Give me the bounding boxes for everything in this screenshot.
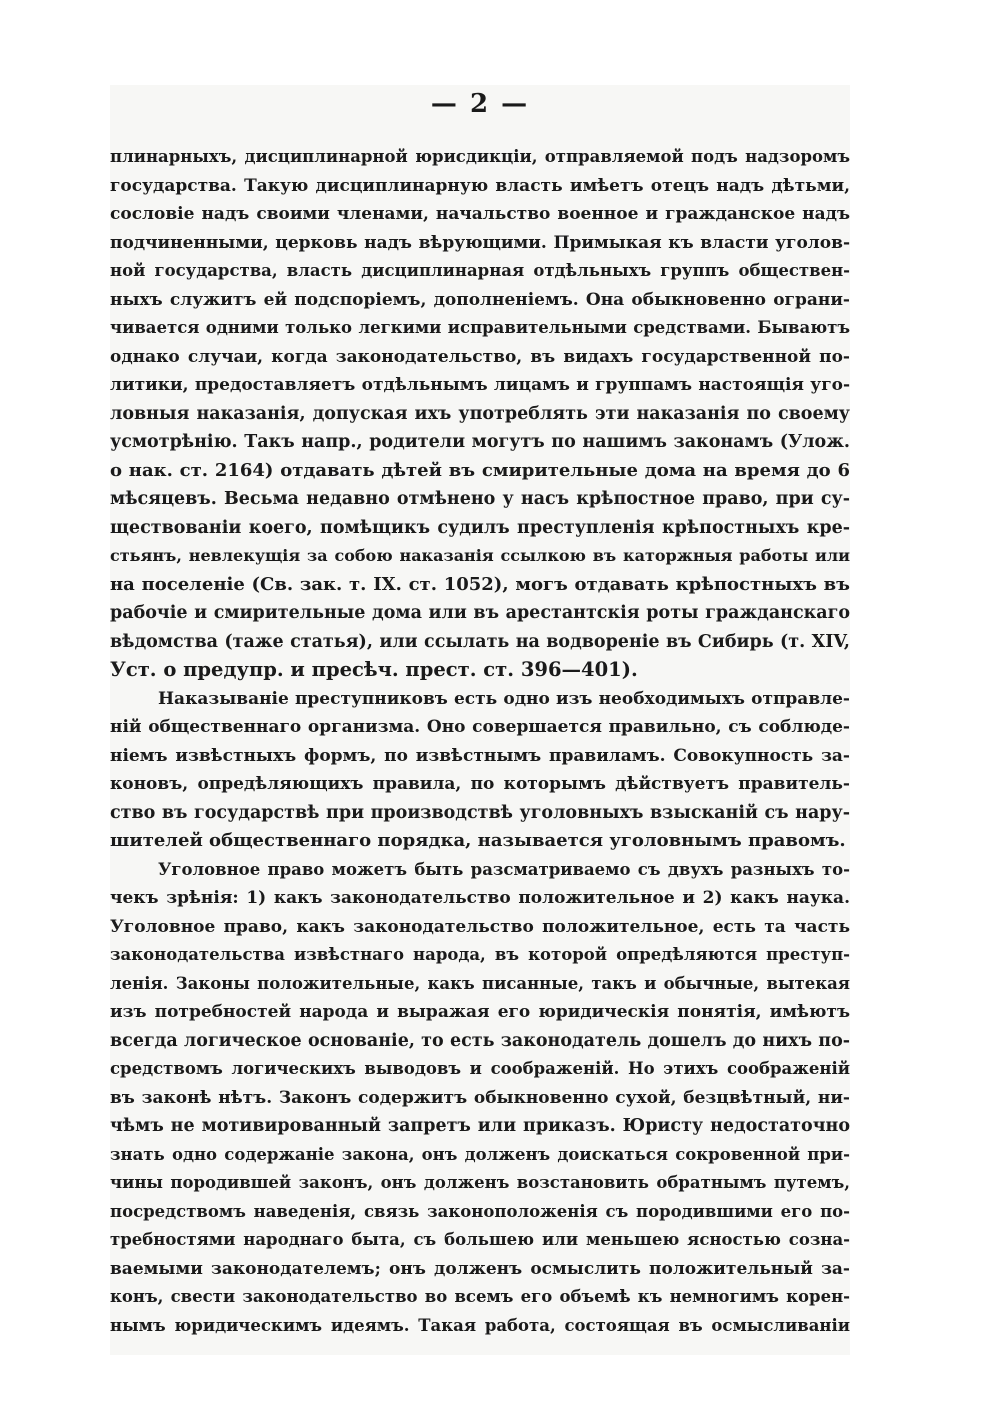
text-line: литики, предоставляетъ отдѣльнымъ лицамъ и группамъ настоящія уго- [110,375,850,395]
text-line: ніемъ извѣстныхъ формъ, по извѣстнымъ правиламъ. Совокупность за- [110,745,850,766]
page-number: — 2 — [430,89,530,119]
text-line: требностями народнаго быта, съ большею или меньшею ясностью созна- [110,1230,850,1249]
text-line: чивается одними только легкими исправительными средствами. Бываютъ [110,318,850,337]
text-line: посредствомъ наведенія, связь законоположенія съ породившими его по- [110,1201,850,1221]
text-line: подчиненными, церковь надъ вѣрующими. Примыкая къ власти уголов- [110,232,850,253]
text-line: на поселеніе (Св. зак. т. IX. ст. 1052), могъ отдавать крѣпостныхъ въ [110,573,850,595]
text-line: шителей общественнаго порядка, называется уголовнымъ правомъ. [110,830,846,851]
text-line: мѣсяцевъ. Весьма недавно отмѣнено у насъ крѣпостное право, при су- [110,489,850,509]
text-line: Уголовное право можетъ быть разсматриваемо съ двухъ разныхъ то- [158,859,850,879]
text-line: ной государства, власть дисциплинарная отдѣльныхъ группъ обществен- [110,261,850,280]
text-line: плинарныхъ, дисциплинарной юрисдикціи, отправляемой подъ надзоромъ [110,147,850,166]
text-line: ныхъ служитъ ей подспоріемъ, дополненіемъ. Она обыкновенно ограни- [110,289,850,310]
text-line: Наказываніе преступниковъ есть одно изъ необходимыхъ отправле- [158,688,850,709]
text-line: знать одно содержаніе закона, онъ долженъ доискаться сокровенной при- [110,1144,850,1164]
text-line: ній общественнаго организма. Оно совершается правильно, съ соблюде- [110,717,850,737]
text-line: ществованіи коего, помѣщикъ судилъ преступленія крѣпостныхъ кре- [110,517,850,538]
text-line: ловныя наказанія, допуская ихъ употреблять эти наказанія по своему [110,403,850,424]
text-line: однако случаи, когда законодательство, въ видахъ государственной по- [110,346,850,367]
text-line: рабочіе и смирительные дома или въ арестантскія роты гражданскаго [110,603,850,623]
text-line: Уст. о предупр. и пресѣч. прест. ст. 396—401). [110,658,638,681]
text-line: усмотрѣнію. Такъ напр., родители могутъ по нашимъ законамъ (Улож. [110,432,850,452]
text-line: чѣмъ не мотивированный запретъ или приказъ. Юристу недостаточно [110,1116,850,1136]
text-line: средствомъ логическихъ выводовъ и соображеній. Но этихъ соображеній [110,1059,850,1078]
text-line: законодательства извѣстнаго народа, въ которой опредѣляются преступ- [110,945,850,964]
text-line: стьянъ, невлекущія за собою наказанія ссылкою въ каторжныя работы или [110,546,850,565]
text-line: чекъ зрѣнія: 1) какъ законодательство положительное и 2) какъ наука. [110,888,850,908]
text-line: нымъ юридическимъ идеямъ. Такая работа, состоящая въ осмысливаніи [110,1315,850,1335]
text-line: всегда логическое основаніе, то есть законодатель дошелъ до нихъ по- [110,1030,850,1051]
text-line: Уголовное право, какъ законодательство положительное, есть та часть [110,916,850,937]
text-line: конъ, свести законодательство во всемъ его объемѣ къ немногимъ корен- [110,1287,850,1306]
text-line: ваемыми законодателемъ; онъ долженъ осмыслить положительный за- [110,1258,850,1279]
text-line: ство въ государствѣ при производствѣ уголовныхъ взысканій съ нару- [110,802,850,823]
text-line: чины породившей законъ, онъ долженъ возстановить обратнымъ путемъ, [110,1173,850,1192]
text-line: государства. Такую дисциплинарную власть имѣетъ отецъ надъ дѣтьми, [110,175,850,196]
text-line: изъ потребностей народа и выражая его юридическія понятія, имѣютъ [110,1002,850,1022]
text-line: ленія. Законы положительные, какъ писанные, такъ и обычные, вытекая [110,973,850,993]
text-line: о нак. ст. 2164) отдавать дѣтей въ смирительные дома на время до 6 [110,459,850,481]
text-line: коновъ, опредѣляющихъ правила, по которымъ дѣйствуетъ правитель- [110,774,850,794]
text-line: сословіе надъ своими членами, начальство военное и гражданское надъ [110,204,850,224]
text-line: вѣдомства (таже статья), или ссылать на водвореніе въ Сибирь (т. XIV, [110,631,850,652]
text-line: въ законѣ нѣтъ. Законъ содержитъ обыкновенно сухой, безцвѣтный, ни- [110,1087,850,1108]
book-page [110,85,850,1355]
body-text [110,143,850,1340]
